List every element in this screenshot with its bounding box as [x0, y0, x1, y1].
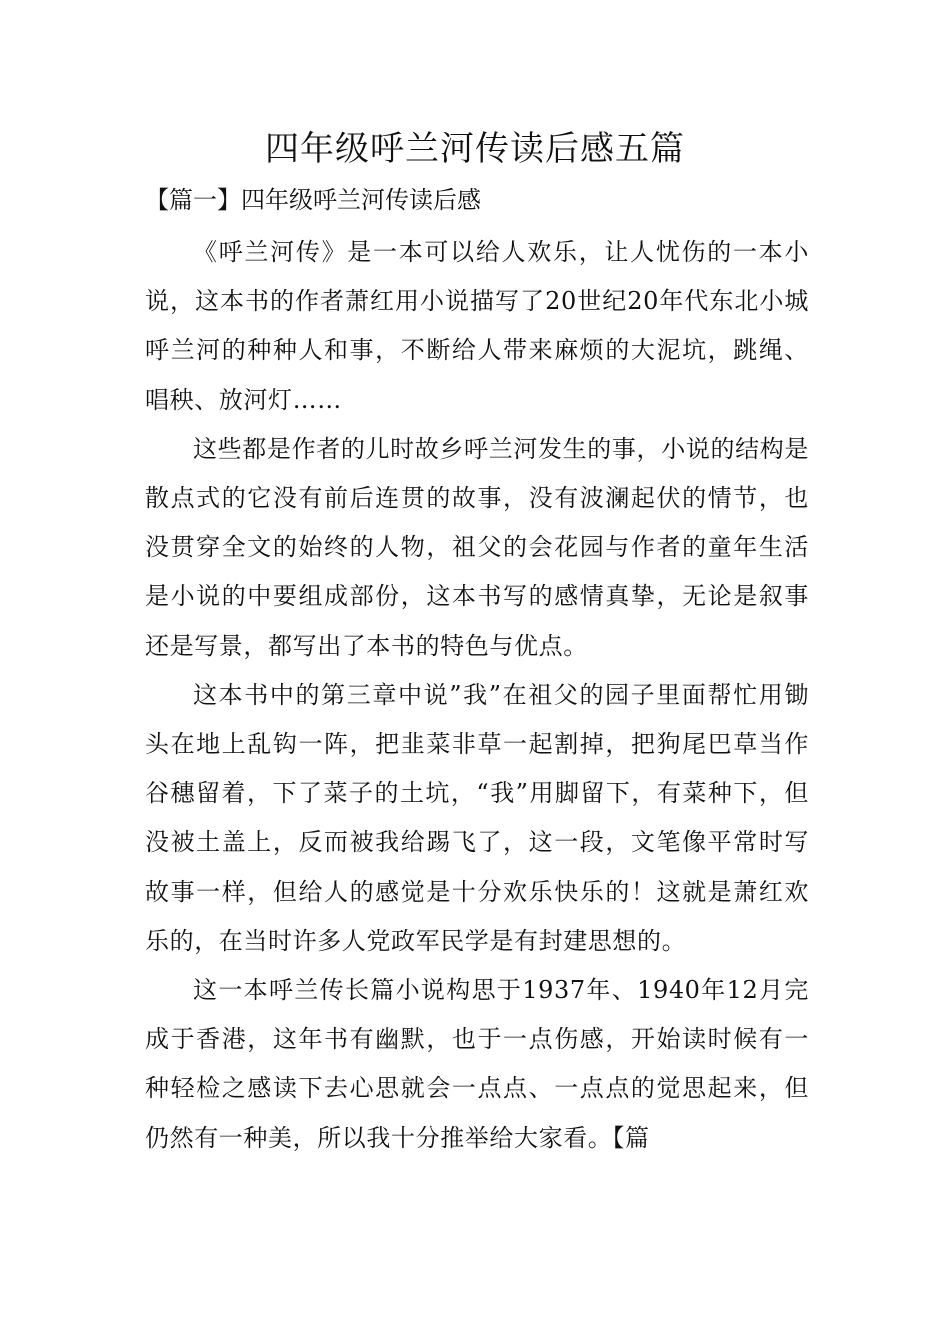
- paragraph-3: 这本书中的第三章中说”我”在祖父的园子里面帮忙用锄头在地上乱钩一阵，把韭菜非草一起割掉，把狗尾巴草当作谷穗留着，下了菜子的土坑，“我”用脚留下，有菜种下，但没被土盖上，反而被我给踢飞了，这一段，文笔像平常时写故事一样，但给人的感觉是十分欢乐快乐的！这就是萧红欢乐的，在当时许多人党政军民学是有封建思想的。: [145, 680, 809, 955]
- section-heading: 【篇一】四年级呼兰河传读后感: [145, 186, 481, 214]
- paragraph-1: 《呼兰河传》是一本可以给人欢乐，让人忧伤的一本小说，这本书的作者萧红用小说描写了20世纪20年代东北小城呼兰河的种种人和事，不断给人带来麻烦的大泥坑，跳绳、唱秧、放河灯……: [145, 238, 809, 414]
- document-title: 四年级呼兰河传读后感五篇: [265, 129, 685, 169]
- paragraph-4: 这一本呼兰传长篇小说构思于1937年、1940年12月完成于香港，这年书有幽默，也于一点伤感，开始读时候有一种轻检之感读下去心思就会一点点、一点点的觉思起来，但仍然有一种美，所以我十分推举给大家看。【篇: [145, 976, 809, 1152]
- body-text: [145, 228, 809, 1163]
- paragraph-2: 这些都是作者的儿时故乡呼兰河发生的事，小说的结构是散点式的它没有前后连贯的故事，没有波澜起伏的情节，也没贯穿全文的始终的人物，祖父的会花园与作者的童年生活是小说的中要组成部份，这本书写的感情真挚，无论是叙事还是写景，都写出了本书的特色与优点。: [145, 434, 809, 660]
